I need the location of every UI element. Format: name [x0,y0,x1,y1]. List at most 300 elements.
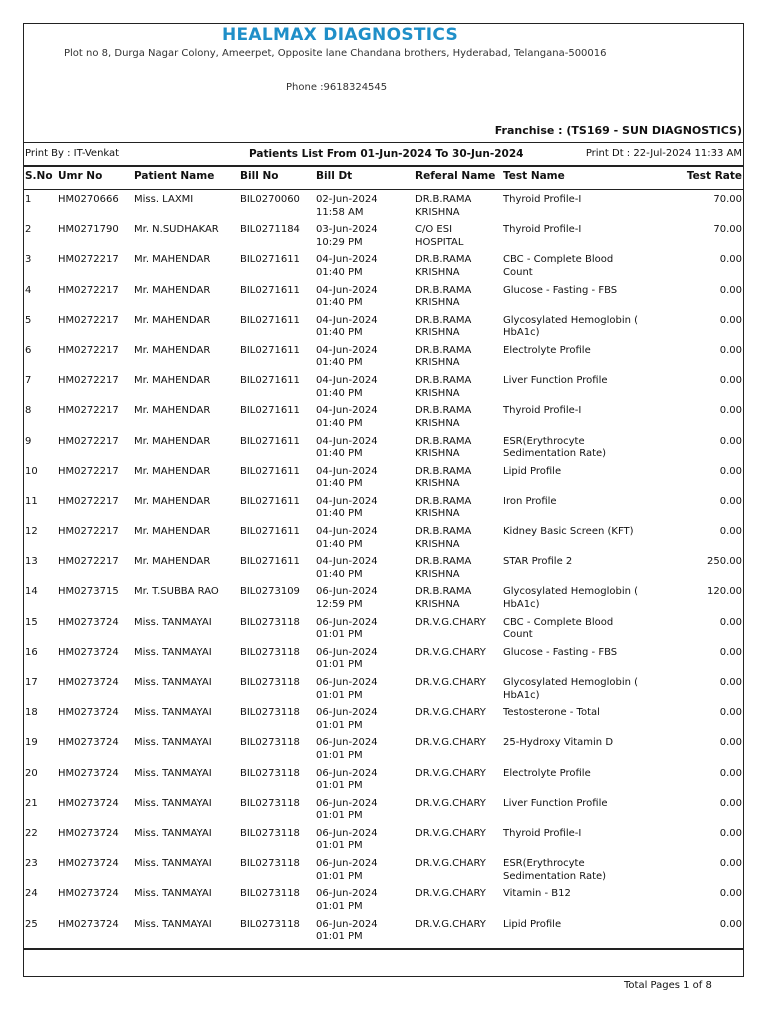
table-row [23,617,744,647]
divider [23,142,744,143]
cell-bill-no-line: BIL0273118 [240,616,300,628]
cell-umr-line: HM0272217 [58,495,119,507]
cell-referal-line: DR.V.G.CHARY [415,767,486,779]
cell-test-rate [720,828,742,841]
cell-sno-line: 24 [25,888,38,900]
cell-bill-dt-line: 04-Jun-2024 [316,435,378,447]
cell-bill-dt-line: 06-Jun-2024 [316,767,378,779]
cell-test-rate-line: 120.00 [707,586,742,598]
cell-patient-line: Mr. MAHENDAR [134,344,211,356]
cell-test-name-line: Thyroid Profile-I [503,224,582,236]
cell-bill-dt-line: 01:40 PM [316,448,363,459]
cell-referal [415,526,499,551]
cell-referal [415,375,499,400]
cell-test-name-line: Thyroid Profile-I [503,827,582,839]
cell-test-name-line: CBC - Complete Blood [503,254,614,266]
cell-patient-line: Mr. N.SUDHAKAR [134,224,219,236]
cell-referal-line: DR.V.G.CHARY [415,797,486,809]
cell-test-rate [720,405,742,418]
cell-bill-no [240,768,300,781]
cell-referal [415,315,499,340]
cell-sno [25,436,31,449]
cell-sno [25,405,31,418]
cell-test-name-line: Sedimentation Rate) [503,448,607,459]
cell-bill-dt [316,647,396,672]
cell-bill-no-line: BIL0273118 [240,646,300,658]
cell-sno [25,466,38,479]
cell-bill-no-line: BIL0273118 [240,888,300,900]
cell-sno-line: 21 [25,797,38,809]
cell-bill-no [240,677,300,690]
cell-bill-dt-line: 04-Jun-2024 [316,526,378,538]
cell-bill-no-line: BIL0273118 [240,707,300,719]
cell-umr [58,375,119,388]
cell-bill-no-line: BIL0271611 [240,375,300,387]
cell-bill-dt-line: 06-Jun-2024 [316,918,378,930]
cell-bill-dt-line: 01:01 PM [316,810,363,822]
cell-umr-line: HM0273724 [58,888,119,900]
cell-sno [25,828,38,841]
cell-bill-no [240,798,300,811]
cell-test-rate [707,556,742,569]
cell-referal-line: DR.B.RAMA [415,405,472,417]
cell-umr-line: HM0271790 [58,224,119,236]
cell-sno [25,888,38,901]
company-phone: Phone :9618324545 [286,82,388,93]
list-title: Patients List From 01-Jun-2024 To 30-Jun-2024 [249,148,524,160]
cell-patient [134,436,210,449]
cell-bill-no [240,436,300,449]
cell-bill-no [240,707,300,720]
cell-test-name-line: ESR(Erythrocyte [503,435,585,447]
cell-test-name-line: Thyroid Profile-I [503,405,582,417]
cell-bill-dt [316,858,396,883]
cell-test-name-line: Vitamin - B12 [503,888,571,900]
cell-referal [415,858,499,871]
cell-bill-no-line: BIL0271184 [240,224,300,236]
cell-umr-line: HM0272217 [58,435,119,447]
cell-bill-dt-line: 06-Jun-2024 [316,797,378,809]
cell-test-name [503,285,653,298]
cell-bill-dt [316,737,396,762]
col-test-rate: Test Rate [686,170,742,182]
cell-patient [134,617,212,630]
table-row [23,888,744,918]
cell-sno-line: 11 [25,495,38,507]
cell-test-name [503,556,653,569]
cell-test-name-line: ESR(Erythrocyte [503,858,585,870]
cell-bill-no [240,375,300,388]
cell-sno-line: 13 [25,556,38,568]
cell-umr-line: HM0273724 [58,616,119,628]
cell-patient-line: Miss. TANMAYAI [134,797,212,809]
cell-umr [58,436,119,449]
cell-bill-dt-line: 01:01 PM [316,659,363,671]
cell-patient [134,405,210,418]
cell-bill-no-line: BIL0271611 [240,435,300,447]
cell-test-rate-line: 0.00 [719,918,742,930]
cell-referal-line: KRISHNA [415,327,460,339]
cell-bill-no [240,496,300,509]
table-row [23,496,744,526]
cell-test-rate [720,345,742,358]
cell-patient [134,496,210,509]
cell-bill-dt-line: 04-Jun-2024 [316,314,378,326]
cell-bill-no-line: BIL0271611 [240,526,300,538]
cell-sno [25,526,38,539]
cell-test-name [503,737,653,750]
cell-patient-line: Mr. MAHENDAR [134,375,211,387]
table-row [23,224,744,254]
cell-test-name-line: HbA1c) [503,598,540,610]
cell-bill-dt-line: 01:40 PM [316,568,363,580]
cell-umr-line: HM0273724 [58,677,119,688]
cell-umr-line: HM0273724 [58,767,119,779]
cell-bill-dt-line: 12:59 PM [316,598,363,610]
cell-umr [58,405,119,418]
cell-referal-line: DR.V.G.CHARY [415,827,486,839]
cell-umr [58,315,119,328]
cell-patient-line: Mr. MAHENDAR [134,526,211,538]
cell-bill-dt [316,436,396,461]
cell-test-name [503,254,653,279]
franchise-label: Franchise : (TS169 - SUN DIAGNOSTICS) [494,124,742,137]
cell-umr [58,617,119,630]
cell-patient-line: Mr. MAHENDAR [134,284,211,296]
cell-test-rate [720,677,742,690]
cell-referal [415,617,499,630]
col-bill-dt: Bill Dt [316,170,353,182]
cell-bill-no-line: BIL0273109 [240,586,300,598]
cell-test-name [503,828,653,841]
cell-bill-dt-line: 01:01 PM [316,780,363,792]
cell-umr-line: HM0273724 [58,646,119,658]
cell-test-rate [720,285,742,298]
cell-bill-no-line: BIL0273118 [240,677,300,688]
cell-patient-line: Mr. MAHENDAR [134,465,211,477]
cell-referal-line: DR.V.G.CHARY [415,858,486,870]
table-row [23,285,744,315]
cell-bill-dt [316,919,396,944]
cell-test-name-line: Thyroid Profile-I [503,194,582,205]
cell-test-rate-line: 0.00 [719,526,742,538]
cell-patient [134,466,210,479]
col-patient: Patient Name [134,170,215,182]
cell-bill-dt [316,677,396,702]
cell-test-rate-line: 0.00 [719,284,742,296]
cell-referal-line: DR.B.RAMA [415,314,472,326]
cell-umr [58,707,119,720]
cell-patient [134,858,212,871]
cell-bill-dt [316,285,396,310]
cell-test-name-line: Glucose - Fasting - FBS [503,284,618,296]
cell-test-name [503,586,653,611]
cell-patient-line: Miss. TANMAYAI [134,858,212,870]
table-row [23,707,744,737]
cell-sno-line: 16 [25,646,38,658]
cell-bill-dt-line: 06-Jun-2024 [316,616,378,628]
cell-sno-line: 14 [25,586,38,598]
cell-bill-dt-line: 06-Jun-2024 [316,858,378,870]
cell-sno [25,375,31,388]
cell-referal-line: KRISHNA [415,266,460,278]
cell-test-rate-line: 70.00 [713,194,742,205]
table-row [23,375,744,405]
cell-umr-line: HM0272217 [58,284,119,296]
cell-test-rate [720,496,742,509]
cell-test-name-line: Count [503,266,533,278]
cell-test-name [503,194,653,207]
cell-bill-dt-line: 04-Jun-2024 [316,465,378,477]
table-row [23,586,744,616]
cell-sno [25,858,38,871]
cell-patient-line: Mr. T.SUBBA RAO [134,586,219,598]
cell-referal [415,888,499,901]
cell-bill-no-line: BIL0271611 [240,284,300,296]
cell-test-name [503,617,653,642]
cell-test-rate-line: 0.00 [719,797,742,809]
cell-umr-line: HM0272217 [58,556,119,568]
cell-test-name [503,798,653,811]
cell-bill-no-line: BIL0271611 [240,405,300,417]
cell-umr-line: HM0273724 [58,827,119,839]
cell-bill-dt-line: 01:40 PM [316,478,363,490]
cell-bill-dt-line: 03-Jun-2024 [316,224,378,236]
cell-referal [415,768,499,781]
cell-test-rate [720,466,742,479]
cell-referal-line: KRISHNA [415,508,460,520]
cell-umr-line: HM0273724 [58,858,119,870]
cell-test-rate-line: 0.00 [719,707,742,719]
cell-referal-line: DR.B.RAMA [415,344,472,356]
cell-patient [134,647,212,660]
cell-sno [25,737,38,750]
cell-bill-dt [316,798,396,823]
cell-bill-dt-line: 04-Jun-2024 [316,405,378,417]
cell-bill-dt-line: 01:01 PM [316,719,363,731]
cell-bill-dt [316,315,396,340]
cell-bill-dt [316,526,396,551]
cell-bill-dt-line: 10:29 PM [316,236,363,248]
cell-referal-line: DR.V.G.CHARY [415,707,486,719]
cell-sno [25,586,38,599]
cell-test-rate [720,888,742,901]
cell-test-rate-line: 250.00 [707,556,742,568]
cell-bill-dt [316,586,396,611]
table-row [23,919,744,949]
cell-sno-line: 5 [25,314,32,326]
cell-referal [415,285,499,310]
cell-sno [25,707,38,720]
table-row [23,526,744,556]
cell-bill-dt [316,496,396,521]
cell-test-rate-line: 0.00 [719,677,742,688]
cell-bill-dt [316,375,396,400]
cell-test-name [503,919,653,932]
col-bill-no: Bill No [240,170,279,182]
cell-test-name [503,345,653,358]
cell-umr [58,768,119,781]
cell-referal-line: KRISHNA [415,598,460,610]
cell-bill-no [240,919,300,932]
cell-referal [415,254,499,279]
table-bottom-rule [23,948,744,950]
cell-patient-line: Miss. TANMAYAI [134,767,212,779]
cell-patient-line: Miss. TANMAYAI [134,737,212,749]
cell-sno [25,798,38,811]
cell-test-name [503,768,653,781]
cell-referal-line: DR.B.RAMA [415,435,472,447]
cell-test-rate-line: 0.00 [719,616,742,628]
cell-test-rate-line: 0.00 [719,827,742,839]
cell-bill-dt-line: 01:40 PM [316,387,363,399]
cell-umr [58,647,119,660]
cell-bill-no-line: BIL0273118 [240,918,300,930]
cell-bill-no [240,647,300,660]
cell-bill-dt [316,556,396,581]
cell-umr [58,888,119,901]
cell-test-rate-line: 0.00 [719,465,742,477]
col-umr: Umr No [58,170,103,182]
cell-sno-line: 10 [25,465,38,477]
cell-referal-line: DR.V.G.CHARY [415,918,486,930]
cell-referal [415,737,499,750]
cell-patient-line: Miss. TANMAYAI [134,616,212,628]
cell-sno [25,496,38,509]
cell-sno [25,677,38,690]
cell-referal [415,405,499,430]
cell-referal [415,798,499,811]
cell-bill-dt-line: 01:01 PM [316,689,363,701]
cell-sno-line: 12 [25,526,38,538]
cell-patient [134,285,210,298]
cell-referal-line: DR.V.G.CHARY [415,616,486,628]
cell-test-rate [720,617,742,630]
cell-patient-line: Miss. TANMAYAI [134,707,212,719]
cell-patient-line: Mr. MAHENDAR [134,405,211,417]
table-row [23,858,744,888]
cell-test-rate-line: 0.00 [719,314,742,326]
cell-patient [134,526,210,539]
cell-bill-dt [316,405,396,430]
cell-sno-line: 8 [25,405,32,417]
cell-bill-no [240,526,300,539]
cell-referal-line: DR.B.RAMA [415,526,472,538]
table-top-rule [23,165,744,167]
cell-umr [58,345,119,358]
cell-umr-line: HM0273715 [58,586,119,598]
cell-umr [58,254,119,267]
cell-patient-line: Mr. MAHENDAR [134,495,211,507]
cell-patient [134,888,212,901]
cell-umr-line: HM0273724 [58,797,119,809]
cell-referal [415,194,499,219]
cell-test-rate-line: 0.00 [719,495,742,507]
table-row [23,677,744,707]
cell-referal-line: C/O ESI [415,224,453,236]
cell-patient [134,556,210,569]
cell-umr-line: HM0272217 [58,375,119,387]
cell-bill-no [240,315,300,328]
cell-referal-line: KRISHNA [415,538,460,550]
cell-bill-dt-line: 01:40 PM [316,417,363,429]
cell-bill-no [240,285,300,298]
cell-sno-line: 18 [25,707,38,719]
cell-test-rate-line: 0.00 [719,737,742,749]
cell-referal [415,677,499,690]
cell-patient [134,828,212,841]
cell-patient [134,798,212,811]
cell-sno-line: 25 [25,918,38,930]
cell-referal-line: HOSPITAL [415,236,464,248]
cell-sno-line: 23 [25,858,38,870]
cell-referal-line: DR.B.RAMA [415,556,472,568]
cell-patient [134,375,210,388]
cell-test-rate [720,315,742,328]
cell-test-name [503,224,653,237]
cell-sno-line: 7 [25,375,32,387]
cell-test-rate-line: 0.00 [719,405,742,417]
cell-test-name [503,375,653,388]
cell-referal [415,647,499,660]
cell-sno-line: 22 [25,827,38,839]
cell-bill-dt-line: 01:40 PM [316,327,363,339]
cell-test-name [503,647,653,660]
cell-referal [415,586,499,611]
cell-bill-dt [316,768,396,793]
cell-test-name-line: HbA1c) [503,689,540,701]
cell-patient-line: Miss. LAXMI [134,194,194,205]
cell-sno-line: 9 [25,435,32,447]
cell-referal-line: KRISHNA [415,448,460,459]
cell-patient [134,768,212,781]
cell-bill-no [240,194,300,207]
cell-referal-line: DR.V.G.CHARY [415,646,486,658]
cell-sno-line: 20 [25,767,38,779]
cell-referal [415,496,499,521]
cell-referal [415,556,499,581]
cell-test-name [503,315,653,340]
table-row [23,647,744,677]
cell-patient [134,345,210,358]
cell-referal [415,345,499,370]
cell-test-name [503,858,653,883]
cell-bill-dt [316,617,396,642]
cell-bill-no [240,405,300,418]
cell-test-name [503,677,653,702]
cell-patient-line: Mr. MAHENDAR [134,254,211,266]
cell-patient [134,707,212,720]
cell-bill-dt-line: 01:40 PM [316,508,363,520]
cell-test-rate-line: 0.00 [719,888,742,900]
cell-umr-line: HM0273724 [58,737,119,749]
cell-referal-line: DR.V.G.CHARY [415,737,486,749]
cell-patient-line: Miss. TANMAYAI [134,827,212,839]
cell-bill-dt [316,254,396,279]
cell-referal-line: DR.B.RAMA [415,375,472,387]
page-count: Total Pages 1 of 8 [624,980,712,991]
cell-test-name [503,436,653,461]
cell-referal-line: KRISHNA [415,417,460,429]
cell-referal [415,224,499,249]
table-row [23,556,744,586]
table-row [23,436,744,466]
cell-test-rate [720,647,742,660]
cell-patient-line: Miss. TANMAYAI [134,677,212,688]
cell-bill-no-line: BIL0271611 [240,465,300,477]
cell-test-name-line: Glycosylated Hemoglobin ( [503,314,639,326]
cell-test-name-line: Count [503,629,533,641]
